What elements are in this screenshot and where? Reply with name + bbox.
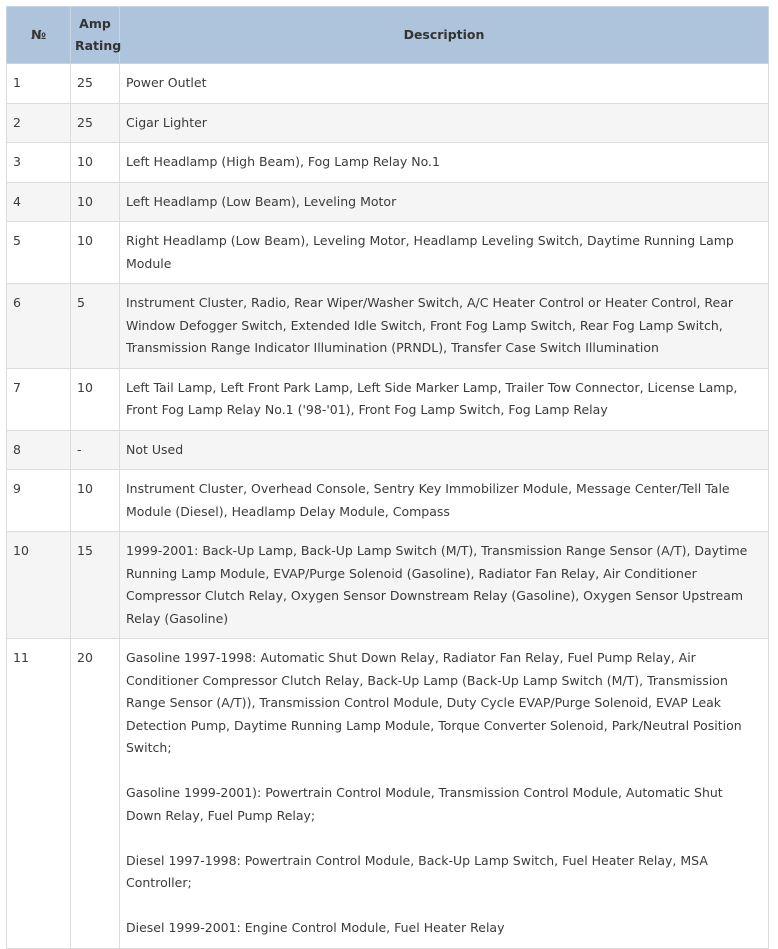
table-row bbox=[7, 64, 769, 104]
fuse-description bbox=[120, 284, 769, 369]
table-row bbox=[7, 222, 769, 284]
table-row bbox=[7, 284, 769, 369]
fuse-description bbox=[120, 368, 769, 430]
amp-rating: 10 bbox=[71, 182, 120, 222]
description-paragraph: Power Outlet bbox=[126, 75, 207, 90]
description-paragraph: Diesel 1997-1998: Powertrain Control Module, Back-Up Lamp Switch, Fuel Heater Relay, MSA Controller; bbox=[126, 852, 708, 890]
description-paragraph: Diesel 1999-2001: Engine Control Module, Fuel Heater Relay bbox=[126, 920, 505, 935]
fuse-table-container bbox=[6, 6, 769, 949]
fuse-description bbox=[120, 64, 769, 104]
header-number: № bbox=[7, 7, 71, 64]
fuse-number: 10 bbox=[7, 532, 71, 639]
fuse-number: 7 bbox=[7, 368, 71, 430]
amp-rating: 10 bbox=[71, 470, 120, 532]
description-paragraph: Cigar Lighter bbox=[126, 114, 207, 130]
description-paragraph: Not Used bbox=[126, 441, 184, 457]
amp-rating: 10 bbox=[71, 143, 120, 183]
amp-rating: 10 bbox=[71, 222, 120, 284]
description-paragraph: Right Headlamp (Low Beam), Leveling Motor, Headlamp Leveling Switch, Daytime Running Lamp Module bbox=[126, 233, 734, 271]
table-row bbox=[7, 368, 769, 430]
table-row bbox=[7, 182, 769, 222]
table-header-row bbox=[7, 7, 769, 64]
amp-rating: 15 bbox=[71, 532, 120, 639]
description-paragraph: Gasoline 1997-1998: Automatic Shut Down Relay, Radiator Fan Relay, Fuel Pump Relay, Air Conditioner Compressor Clutch Relay, Back-Up Lamp (Back-Up Lamp Switch (M/T), Transmission Range Sensor (A/T)), Transmission Control Module, Duty Cycle EVAP/Purge Solenoid, EVAP Leak Detection Pump, Daytime Running Lamp Module, Torque Converter Solenoid, Park/Neutral Position Switch; bbox=[126, 650, 742, 755]
description-paragraph: Left Tail Lamp, Left Front Park Lamp, Left Side Marker Lamp, Trailer Tow Connector, License Lamp, Front Fog Lamp Relay No.1 ('98-'01), Front Fog Lamp Switch, Fog Lamp Relay bbox=[126, 379, 738, 417]
fuse-description bbox=[120, 103, 769, 143]
fuse-number: 5 bbox=[7, 222, 71, 284]
table-row bbox=[7, 430, 769, 470]
fuse-number: 1 bbox=[7, 64, 71, 104]
fuse-description bbox=[120, 639, 769, 949]
fuse-description bbox=[120, 143, 769, 183]
description-paragraph: Gasoline 1999-2001): Powertrain Control Module, Transmission Control Module, Automatic Shut Down Relay, Fuel Pump Relay; bbox=[126, 785, 723, 823]
description-paragraph: Left Headlamp (High Beam), Fog Lamp Relay No.1 bbox=[126, 154, 440, 169]
fuse-number: 9 bbox=[7, 470, 71, 532]
table-row bbox=[7, 532, 769, 639]
description-paragraph: Left Headlamp (Low Beam), Leveling Motor bbox=[126, 193, 397, 209]
header-amp-rating: Amp Rating bbox=[71, 7, 120, 64]
fuse-description bbox=[120, 430, 769, 470]
description-paragraph: Instrument Cluster, Radio, Rear Wiper/Washer Switch, A/C Heater Control or Heater Control, Rear Window Defogger Switch, Extended Idle Switch, Front Fog Lamp Switch, Rear Fog Lamp Switch, Transmission Range Indicator Illumination (PRNDL), Transfer Case Switch Illumination bbox=[126, 295, 734, 355]
fuse-description bbox=[120, 182, 769, 222]
amp-rating: 5 bbox=[71, 284, 120, 369]
table-row bbox=[7, 639, 769, 949]
fuse-number: 2 bbox=[7, 103, 71, 143]
fuse-number: 4 bbox=[7, 182, 71, 222]
description-paragraph: 1999-2001: Back-Up Lamp, Back-Up Lamp Switch (M/T), Transmission Range Sensor (A/T), Daytime Running Lamp Module, EVAP/Purge Solenoid (Gasoline), Radiator Fan Relay, Air Conditioner Compressor Clutch Relay, Oxygen Sensor Downstream Relay (Gasoline), Oxygen Sensor Upstream Relay (Gasoline) bbox=[126, 543, 748, 626]
fuse-description bbox=[120, 470, 769, 532]
amp-rating: - bbox=[71, 430, 120, 470]
table-body bbox=[7, 64, 769, 949]
amp-rating: 20 bbox=[71, 639, 120, 949]
fuse-description bbox=[120, 222, 769, 284]
description-paragraph: Instrument Cluster, Overhead Console, Sentry Key Immobilizer Module, Message Center/Tell Tale Module (Diesel), Headlamp Delay Module, Compass bbox=[126, 481, 730, 519]
fuse-number: 11 bbox=[7, 639, 71, 949]
fuse-table bbox=[6, 6, 769, 949]
amp-rating: 25 bbox=[71, 103, 120, 143]
table-row bbox=[7, 103, 769, 143]
fuse-number: 3 bbox=[7, 143, 71, 183]
fuse-description bbox=[120, 532, 769, 639]
table-row bbox=[7, 143, 769, 183]
amp-rating: 25 bbox=[71, 64, 120, 104]
fuse-number: 8 bbox=[7, 430, 71, 470]
header-description: Description bbox=[120, 7, 769, 64]
fuse-number: 6 bbox=[7, 284, 71, 369]
table-row bbox=[7, 470, 769, 532]
amp-rating: 10 bbox=[71, 368, 120, 430]
